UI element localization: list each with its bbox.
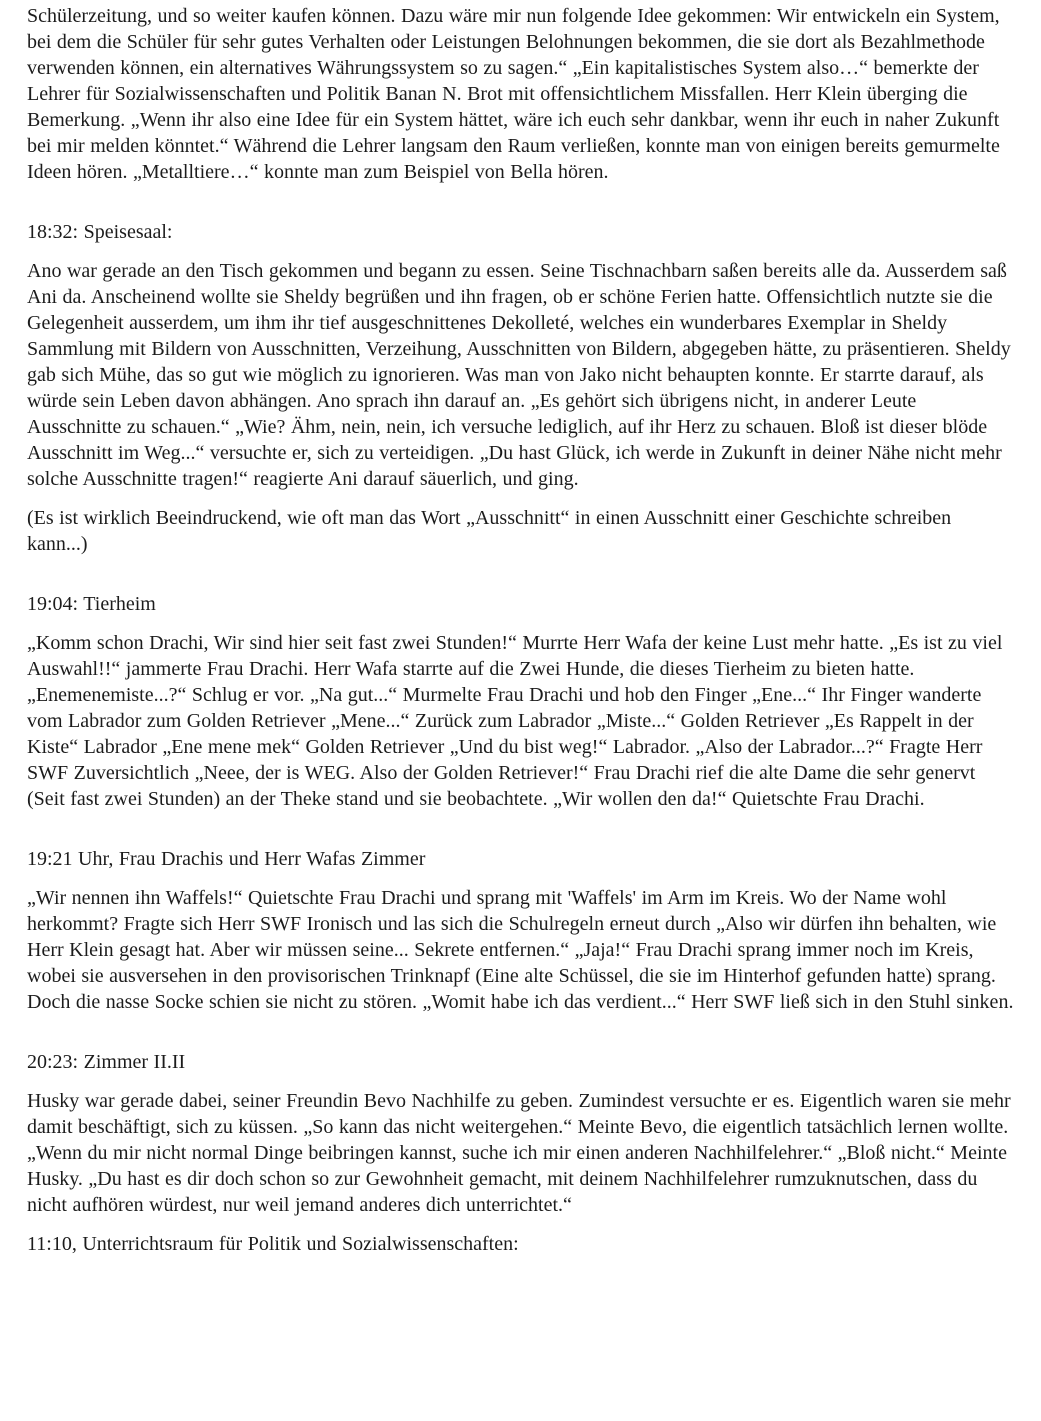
paragraph-tierheim: „Komm schon Drachi, Wir sind hier seit fast zwei Stunden!“ Murrte Herr Wafa der keine Lust mehr hatte. „Es ist zu viel Auswahl!!“ jammerte Frau Drachi. Herr Wafa starrte auf die Zwei Hunde, die dieses Tierheim zu bieten hatte. „Enemenemiste...?“ Schlug er vor. „Na gut...“ Murmelte Frau Drachi und hob den Finger „Ene...“ Ihr Finger wanderte vom Labrador zum Golden Retriever „Mene...“ Zurück zum Labrador „Miste...“ Golden Retriever „Es Rappelt in der Kiste“ Labrador „Ene mene mek“ Golden Retriever „Und du bist weg!“ Labrador. „Also der Labrador...?“ Fragte Herr SWF Zuversichtlich „Neee, der is WEG. Also der Golden Retriever!“ Frau Drachi rief die alte Dame die sehr genervt (Seit fast zwei Stunden) an der Theke stand und sie beobachtete. „Wir wollen den da!“ Quietschte Frau Drachi.	[27, 632, 1003, 810]
paragraph-speisesaal: Ano war gerade an den Tisch gekommen und begann zu essen. Seine Tischnachbarn saßen bereits alle da. Ausserdem saß Ani da. Anscheinend wollte sie Sheldy begrüßen und ihn fragen, ob er schöne Ferien hatte. Offensichtlich nutzte sie die Gelegenheit ausserdem, um ihm ihr tief ausgeschnittenes Dekolleté, welches ein wunderbares Exemplar in Sheldy Sammlung mit Bildern von Ausschnitten, Verzeihung, Ausschnitten von Bildern, abgegeben hätte, zu präsentieren. Sheldy gab sich Mühe, das so gut wie möglich zu ignorieren. Was man von Jako nicht behaupten konnte. Er starrte darauf, als würde sein Leben davon abhängen. Ano sprach ihn darauf an. „Es gehört sich übrigens nicht, in anderer Leute Ausschnitte zu schauen.“ „Wie? Ähm, nein, nein, ich versuche lediglich, auf ihr Herz zu schauen. Bloß ist dieser blöde Ausschnitt im Weg...“ versuchte er, sich zu verteidigen. „Du hast Glück, ich werde in Zukunft in deiner Nähe nicht mehr solche Ausschnitte tragen!“ reagierte Ani darauf säuerlich, und ging.	[27, 260, 1011, 490]
paragraph-story-continuation: Schülerzeitung, und so weiter kaufen können. Dazu wäre mir nun folgende Idee gekommen: Wir entwickeln ein System, bei dem die Schüler für sehr gutes Verhalten oder Leistungen Belohnungen bekommen, die sie dort als Bezahlmethode verwenden können, ein alternatives Währungssystem so zu sagen.“ „Ein kapitalistisches System also…“ bemerkte der Lehrer für Sozialwissenschaften und Politik Banan N. Brot mit offensichtlichem Missfallen. Herr Klein überging die Bemerkung. „Wenn ihr also eine Idee für ein System hättet, wäre ich euch sehr dankbar, wenn ihr euch in naher Zukunft bei mir melden könntet.“ Während die Lehrer langsam den Raum verließen, konnte man von einigen bereits gemurmelte Ideen hören. „Metalltiere…“ konnte man zum Beispiel von Bella hören.	[27, 5, 1000, 183]
paragraph-zimmer-ii-ii: Husky war gerade dabei, seiner Freundin Bevo Nachhilfe zu geben. Zumindest versuchte er es. Eigentlich waren sie mehr damit beschäftigt, sich zu küssen. „So kann das nicht weitergehen.“ Meinte Bevo, die eigentlich tatsächlich lernen wollte. „Wenn du mir nicht normal Dinge beibringen kannst, suche ich mir einen anderen Nachhilfelehrer.“ „Bloß nicht.“ Meinte Husky. „Du hast es dir doch schon so zur Gewohnheit gemacht, mit deinem Nachhilfelehrer rumzuknutschen, dass du nicht aufhören würdest, nur weil jemand anderes dich unterrichtet.“	[27, 1090, 1011, 1216]
scene-heading-zimmer-ii-ii: 20:23: Zimmer II.II	[27, 1051, 186, 1073]
paragraph-author-aside: (Es ist wirklich Beeindruckend, wie oft man das Wort „Ausschnitt“ in einen Ausschnitt einer Geschichte schreiben kann...)	[27, 507, 952, 555]
scene-heading-unterrichtsraum: 11:10, Unterrichtsraum für Politik und Sozialwissenschaften:	[27, 1233, 519, 1255]
scene-heading-zimmer-drachi-wafa: 19:21 Uhr, Frau Drachis und Herr Wafas Zimmer	[27, 848, 426, 870]
paragraph-zimmer-drachi-wafa: „Wir nennen ihn Waffels!“ Quietschte Frau Drachi und sprang mit 'Waffels' im Arm im Kreis. Wo der Name wohl herkommt? Fragte sich Herr SWF Ironisch und las sich die Schulregeln erneut durch „Also wir dürfen ihn behalten, wie Herr Klein gesagt hat. Aber wir müssen seine... Sekrete entfernen.“ „Jaja!“ Frau Drachi sprang immer noch im Kreis, wobei sie ausversehen in den provisorischen Trinknapf (Eine alte Schüssel, die sie im Hinterhof gefunden hatte) sprang. Doch die nasse Socke schien sie nicht zu stören. „Womit habe ich das verdient...“ Herr SWF ließ sich in den Stuhl sinken.	[27, 887, 1014, 1013]
scene-heading-tierheim: 19:04: Tierheim	[27, 593, 156, 615]
scene-heading-speisesaal: 18:32: Speisesaal:	[27, 221, 173, 243]
